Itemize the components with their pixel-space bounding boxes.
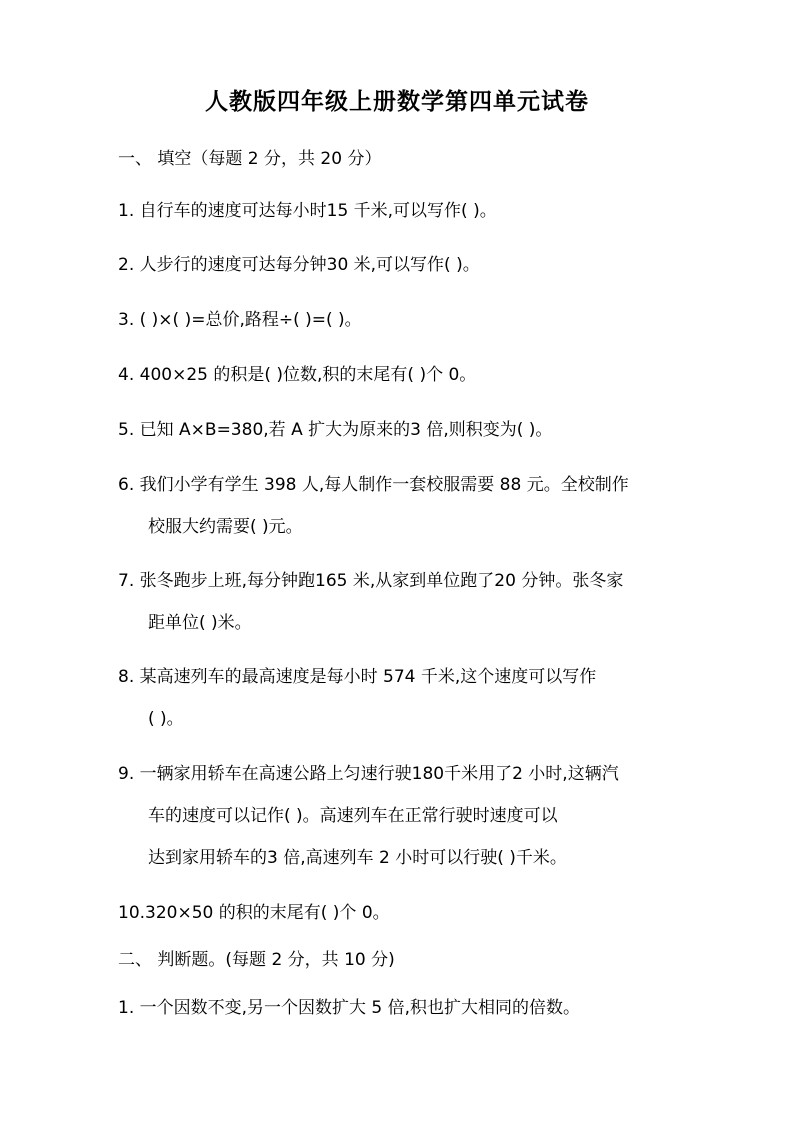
page-title: 人教版四年级上册数学第四单元试卷 — [205, 89, 589, 115]
question-9-line-1: 9. 一辆家用轿车在高速公路上匀速行驶180千米用了2 小时,这辆汽 — [118, 764, 619, 784]
question-1: 1. 自行车的速度可达每小时15 千米,可以写作( )。 — [118, 201, 497, 221]
question-9-line-2: 车的速度可以记作( )。高速列车在正常行驶时速度可以 — [148, 806, 558, 826]
judge-question-1: 1. 一个因数不变,另一个因数扩大 5 倍,积也扩大相同的倍数。 — [118, 998, 581, 1018]
section-heading-true-false: 二、 判断题。(每题 2 分，共 10 分) — [118, 950, 395, 970]
question-9-line-3: 达到家用轿车的3 倍,高速列车 2 小时可以行驶( )千米。 — [148, 848, 567, 868]
question-7-line-2: 距单位( )米。 — [148, 613, 252, 633]
question-5: 5. 已知 A×B=380,若 A 扩大为原来的3 倍,则积变为( )。 — [118, 420, 553, 440]
question-10: 10.320×50 的积的末尾有( )个 0。 — [118, 903, 390, 923]
question-6-line-1: 6. 我们小学有学生 398 人,每人制作一套校服需要 88 元。全校制作 — [118, 475, 629, 495]
question-6-line-2: 校服大约需要( )元。 — [148, 517, 303, 537]
question-8-line-2: ( )。 — [148, 709, 184, 729]
section-heading-fill-blank: 一、 填空（每题 2 分，共 20 分） — [118, 149, 382, 169]
question-2: 2. 人步行的速度可达每分钟30 米,可以写作( )。 — [118, 255, 480, 275]
question-3: 3. ( )×( )=总价,路程÷( )=( )。 — [118, 310, 362, 330]
question-7-line-1: 7. 张冬跑步上班,每分钟跑165 米,从家到单位跑了20 分钟。张冬家 — [118, 571, 624, 591]
question-4: 4. 400×25 的积是( )位数,积的末尾有( )个 0。 — [118, 365, 477, 385]
question-8-line-1: 8. 某高速列车的最高速度是每小时 574 千米,这个速度可以写作 — [118, 667, 597, 687]
